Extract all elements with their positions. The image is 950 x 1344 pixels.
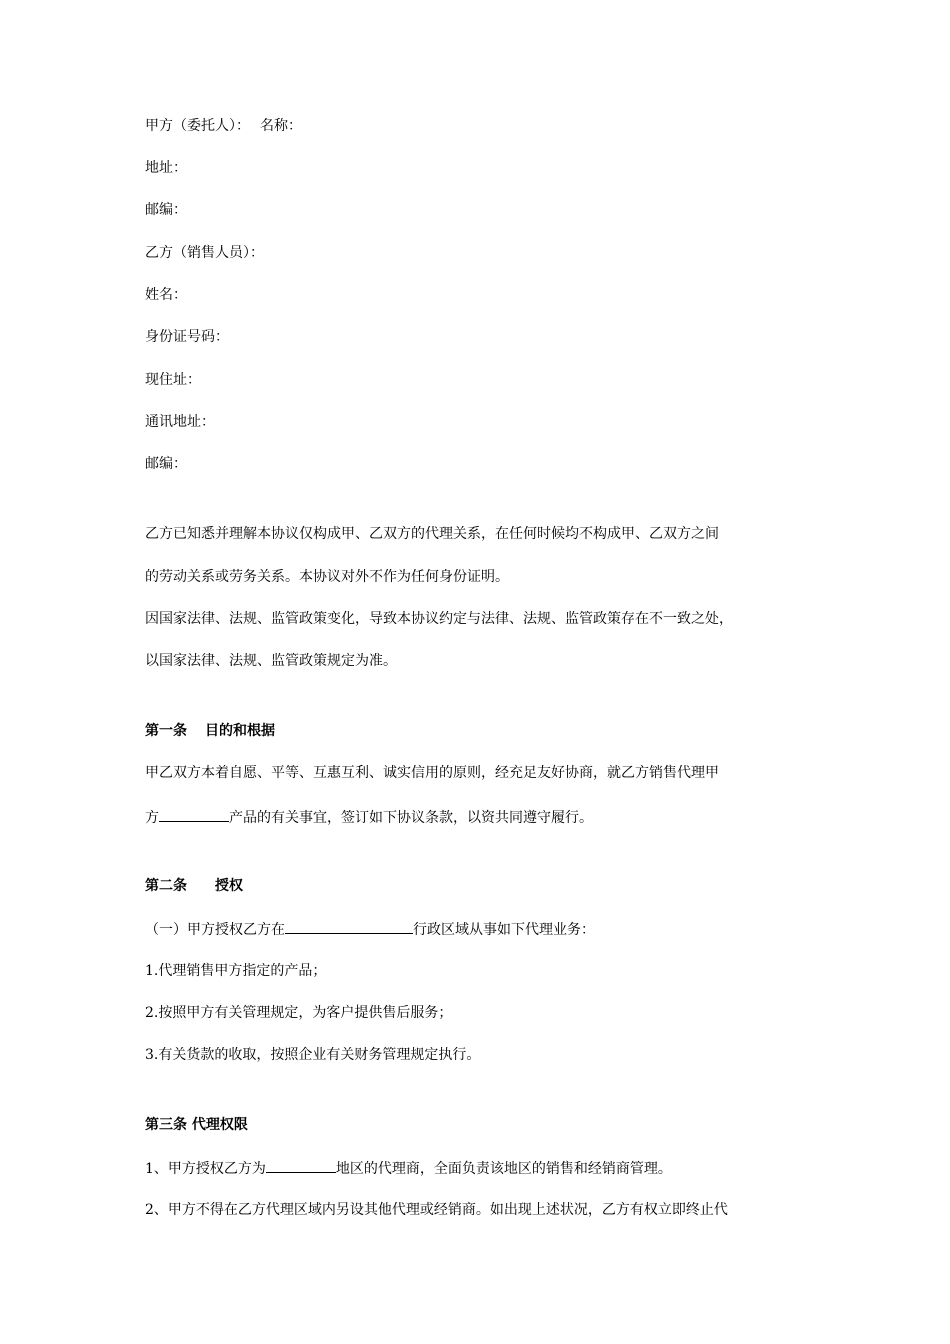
article2-number: 第二条	[145, 878, 187, 894]
article3-heading: 第三条 代理权限	[145, 1117, 248, 1133]
article3-item2: 2、甲方不得在乙方代理区域内另设其他代理或经销商。如出现上述状况，乙方有权立即终止代	[145, 1202, 728, 1218]
article3-item1: 1、甲方授权乙方为 地区的代理商，全面负责该地区的销售和经销商管理。	[145, 1157, 672, 1179]
article1-line1: 甲乙双方本着自愿、平等、互惠互利、诚实信用的原则，经充足友好协商，就乙方销售代理甲	[145, 765, 719, 781]
article1-title: 目的和根据	[205, 723, 275, 739]
party-a-name-label: 名称：	[260, 118, 302, 134]
party-a-postcode-label: 邮编：	[145, 202, 187, 218]
party-a-line	[145, 116, 302, 136]
region-blank	[285, 918, 413, 934]
party-b-current-address-label: 现住址：	[145, 372, 201, 388]
party-b-postcode-label: 邮编：	[145, 456, 187, 472]
article2-heading	[145, 876, 243, 896]
article1-number: 第一条	[145, 723, 187, 739]
preamble-p1-line1: 乙方已知悉并理解本协议仅构成甲、乙双方的代理关系，在任何时候均不构成甲、乙双方之间	[145, 526, 719, 542]
product-blank	[159, 806, 229, 822]
party-b-name-label: 姓名：	[145, 287, 187, 303]
article2-clause1: （一）甲方授权乙方在 行政区域从事如下代理业务：	[145, 918, 595, 940]
party-b-label: 乙方（销售人员）：	[145, 245, 264, 261]
party-b-id-label: 身份证号码：	[145, 329, 229, 345]
party-a-label: 甲方（委托人）：	[145, 118, 250, 134]
party-a-address-label: 地址：	[145, 160, 187, 176]
area-blank	[266, 1157, 336, 1173]
article2-item1: 1.代理销售甲方指定的产品；	[145, 963, 327, 979]
article2-item2: 2.按照甲方有关管理规定，为客户提供售后服务；	[145, 1005, 453, 1021]
preamble-p2-line1: 因国家法律、法规、监管政策变化，导致本协议约定与法律、法规、监管政策存在不一致之处，	[145, 611, 733, 627]
article1-heading	[145, 721, 275, 741]
party-b-mail-address-label: 通讯地址：	[145, 414, 215, 430]
preamble-p2-line2: 以国家法律、法规、监管政策规定为准。	[145, 653, 397, 669]
article2-title: 授权	[215, 878, 243, 894]
article2-item3: 3.有关货款的收取，按照企业有关财务管理规定执行。	[145, 1047, 481, 1063]
preamble-p1-line2: 的劳动关系或劳务关系。本协议对外不作为任何身份证明。	[145, 569, 509, 585]
article1-line2: 方 产品的有关事宜，签订如下协议条款，以资共同遵守履行。	[145, 806, 593, 828]
